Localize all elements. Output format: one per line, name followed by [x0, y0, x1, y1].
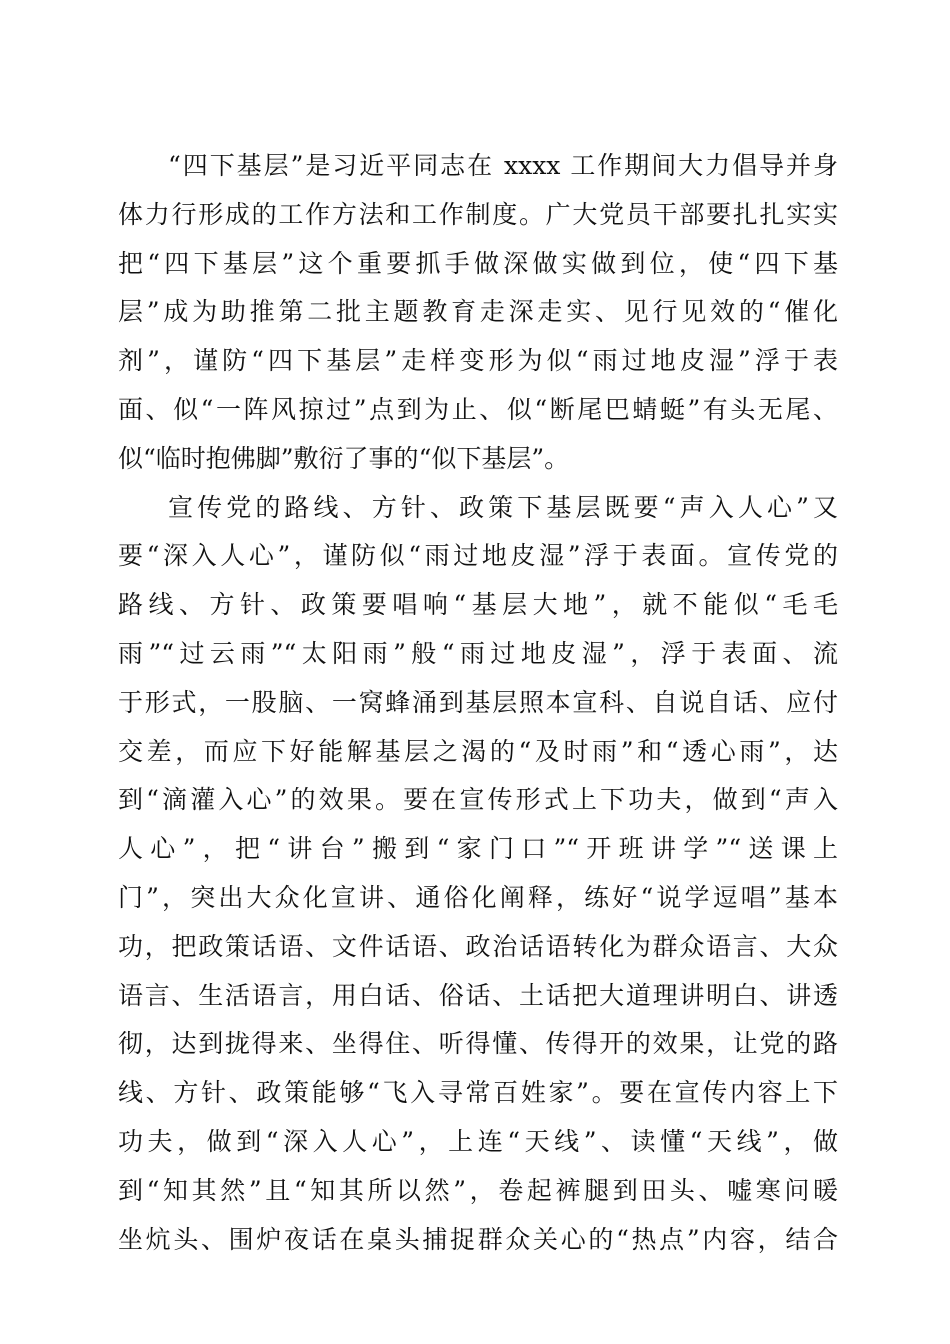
text-line: 体力行形成的工作方法和工作制度。广大党员干部要扎扎实实 — [118, 199, 838, 229]
text-line: 似“临时抱佛脚”敷衍了事的“似下基层”。 — [118, 443, 570, 473]
body-text — [118, 142, 838, 1313]
text-line: 人心”，把“讲台”搬到“家门口”“开班讲学”“送课上 — [118, 834, 838, 864]
text-line: 语言、生活语言，用白话、俗话、土话把大道理讲明白、讲透 — [118, 980, 838, 1010]
text-line: 层”成为助推第二批主题教育走深走实、见行见效的“催化 — [118, 297, 838, 327]
text-line: 到“滴灌入心”的效果。要在宣传形式上下功夫，做到“声入 — [118, 785, 838, 815]
text-line: 功，把政策话语、文件话语、政治话语转化为群众语言、大众 — [118, 931, 838, 961]
text-line: 到“知其然”且“知其所以然”，卷起裤腿到田头、嘘寒问暖 — [118, 1175, 838, 1205]
text-line: 宣传党的路线、方针、政策下基层既要“声入人心”又 — [168, 492, 838, 522]
text-line: 门”，突出大众化宣讲、通俗化阐释，练好“说学逗唱”基本 — [118, 882, 838, 912]
text-line: “四下基层”是习近平同志在 xxxx 工作期间大力倡导并身 — [168, 151, 838, 180]
paragraph-2 — [118, 484, 838, 1314]
text-line: 坐炕头、围炉夜话在桌头捕捉群众关心的“热点”内容，结合 — [118, 1224, 838, 1254]
text-line: 功夫，做到“深入人心”，上连“天线”、读懂“天线”，做 — [118, 1126, 838, 1156]
text-line: 于形式，一股脑、一窝蜂涌到基层照本宣科、自说自话、应付 — [118, 687, 838, 717]
text-line — [118, 1264, 838, 1313]
paragraph-1 — [118, 142, 838, 484]
text-line: 路线、方针、政策要唱响“基层大地”，就不能似“毛毛 — [118, 590, 838, 620]
text-line: 剂”，谨防“四下基层”走样变形为似“雨过地皮湿”浮于表 — [118, 346, 838, 376]
text-line: 线、方针、政策能够“飞入寻常百姓家”。要在宣传内容上下 — [118, 1078, 838, 1108]
text-line: 把“四下基层”这个重要抓手做深做实做到位，使“四下基 — [118, 248, 838, 278]
text-line: 彻，达到拢得来、坐得住、听得懂、传得开的效果，让党的路 — [118, 1029, 838, 1059]
text-line: 交差，而应下好能解基层之渴的“及时雨”和“透心雨”，达 — [118, 736, 838, 766]
text-line: 要“深入人心”，谨防似“雨过地皮湿”浮于表面。宣传党的 — [118, 541, 838, 571]
text-line: 面、似“一阵风掠过”点到为止、似“断尾巴蜻蜓”有头无尾、 — [118, 394, 838, 424]
text-line: 雨”“过云雨”“太阳雨”般“雨过地皮湿”，浮于表面、流 — [118, 638, 838, 668]
